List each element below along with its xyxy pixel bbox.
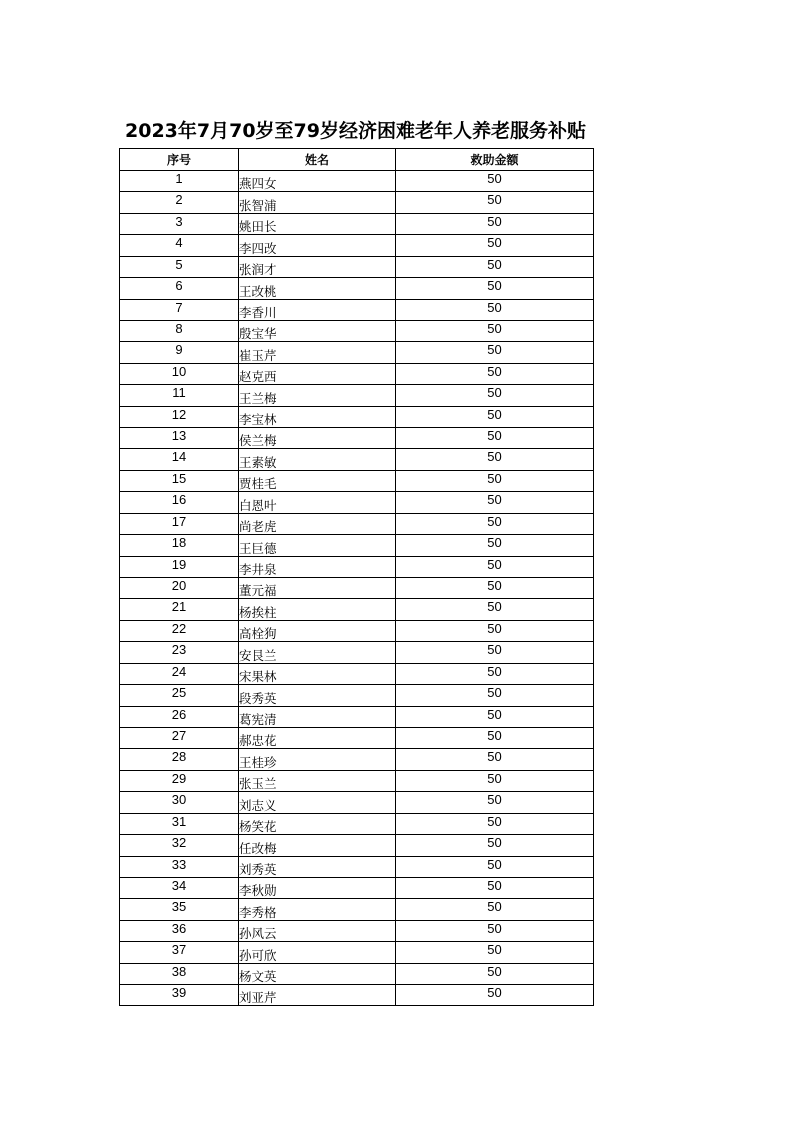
table-row (120, 856, 594, 877)
cell-name: 高栓狗 (239, 620, 396, 641)
table-row (120, 492, 594, 513)
cell-name: 葛宪清 (239, 706, 396, 727)
cell-amount: 50 (396, 920, 594, 941)
table-row (120, 513, 594, 534)
cell-serial-number: 31 (120, 813, 239, 834)
cell-name: 杨挨柱 (239, 599, 396, 620)
cell-serial-number: 11 (120, 385, 239, 406)
cell-serial-number: 23 (120, 642, 239, 663)
table-row (120, 470, 594, 491)
table-row (120, 835, 594, 856)
cell-amount: 50 (396, 642, 594, 663)
cell-amount: 50 (396, 620, 594, 641)
cell-serial-number: 6 (120, 278, 239, 299)
cell-serial-number: 39 (120, 985, 239, 1006)
cell-name: 王素敏 (239, 449, 396, 470)
cell-amount: 50 (396, 363, 594, 384)
cell-amount: 50 (396, 813, 594, 834)
cell-amount: 50 (396, 685, 594, 706)
header-name: 姓名 (239, 149, 396, 171)
cell-serial-number: 35 (120, 899, 239, 920)
cell-amount: 50 (396, 727, 594, 748)
cell-amount: 50 (396, 942, 594, 963)
cell-serial-number: 20 (120, 578, 239, 599)
cell-amount: 50 (396, 749, 594, 770)
cell-name: 王桂珍 (239, 749, 396, 770)
cell-amount: 50 (396, 299, 594, 320)
cell-name: 张智浦 (239, 192, 396, 213)
table-row (120, 213, 594, 234)
cell-amount: 50 (396, 342, 594, 363)
cell-amount: 50 (396, 663, 594, 684)
header-serial-number: 序号 (120, 149, 239, 171)
cell-amount: 50 (396, 235, 594, 256)
cell-amount: 50 (396, 963, 594, 984)
cell-serial-number: 34 (120, 877, 239, 898)
table-row (120, 535, 594, 556)
cell-amount: 50 (396, 449, 594, 470)
cell-amount: 50 (396, 492, 594, 513)
table-row (120, 920, 594, 941)
cell-amount: 50 (396, 899, 594, 920)
cell-serial-number: 18 (120, 535, 239, 556)
cell-amount: 50 (396, 535, 594, 556)
cell-amount: 50 (396, 877, 594, 898)
cell-name: 刘亚芹 (239, 985, 396, 1006)
table-row (120, 942, 594, 963)
cell-amount: 50 (396, 406, 594, 427)
cell-name: 杨笑花 (239, 813, 396, 834)
table-row (120, 813, 594, 834)
subsidy-table (119, 148, 594, 1006)
cell-name: 孙风云 (239, 920, 396, 941)
cell-amount: 50 (396, 213, 594, 234)
cell-name: 尚老虎 (239, 513, 396, 534)
table-row (120, 428, 594, 449)
cell-serial-number: 2 (120, 192, 239, 213)
cell-amount: 50 (396, 192, 594, 213)
cell-name: 李井泉 (239, 556, 396, 577)
cell-serial-number: 30 (120, 792, 239, 813)
cell-serial-number: 10 (120, 363, 239, 384)
table-row (120, 749, 594, 770)
table-row (120, 235, 594, 256)
cell-amount: 50 (396, 320, 594, 341)
table-row (120, 706, 594, 727)
cell-name: 崔玉芹 (239, 342, 396, 363)
cell-amount: 50 (396, 792, 594, 813)
cell-amount: 50 (396, 556, 594, 577)
cell-amount: 50 (396, 706, 594, 727)
cell-serial-number: 12 (120, 406, 239, 427)
cell-serial-number: 7 (120, 299, 239, 320)
table-row (120, 299, 594, 320)
cell-serial-number: 24 (120, 663, 239, 684)
cell-name: 李四改 (239, 235, 396, 256)
cell-serial-number: 22 (120, 620, 239, 641)
cell-name: 李香川 (239, 299, 396, 320)
cell-name: 宋果林 (239, 663, 396, 684)
table-row (120, 727, 594, 748)
header-amount: 救助金额 (396, 149, 594, 171)
cell-amount: 50 (396, 171, 594, 192)
cell-serial-number: 17 (120, 513, 239, 534)
cell-amount: 50 (396, 835, 594, 856)
cell-name: 张润才 (239, 256, 396, 277)
table-row (120, 385, 594, 406)
cell-name: 郝忠花 (239, 727, 396, 748)
cell-name: 任改梅 (239, 835, 396, 856)
cell-serial-number: 21 (120, 599, 239, 620)
cell-amount: 50 (396, 278, 594, 299)
cell-name: 白恩叶 (239, 492, 396, 513)
cell-name: 段秀英 (239, 685, 396, 706)
cell-amount: 50 (396, 985, 594, 1006)
cell-name: 杨文英 (239, 963, 396, 984)
cell-serial-number: 29 (120, 770, 239, 791)
cell-name: 安艮兰 (239, 642, 396, 663)
table-row (120, 770, 594, 791)
cell-amount: 50 (396, 428, 594, 449)
table-row (120, 685, 594, 706)
cell-name: 殷宝华 (239, 320, 396, 341)
cell-serial-number: 38 (120, 963, 239, 984)
cell-name: 孙可欣 (239, 942, 396, 963)
table-row (120, 171, 594, 192)
cell-amount: 50 (396, 770, 594, 791)
cell-name: 王兰梅 (239, 385, 396, 406)
table-row (120, 578, 594, 599)
cell-serial-number: 16 (120, 492, 239, 513)
cell-name: 姚田长 (239, 213, 396, 234)
cell-name: 赵克西 (239, 363, 396, 384)
cell-name: 李秋勋 (239, 877, 396, 898)
cell-serial-number: 27 (120, 727, 239, 748)
cell-serial-number: 3 (120, 213, 239, 234)
table-row (120, 449, 594, 470)
cell-amount: 50 (396, 513, 594, 534)
cell-serial-number: 13 (120, 428, 239, 449)
table-row (120, 792, 594, 813)
cell-amount: 50 (396, 599, 594, 620)
cell-serial-number: 8 (120, 320, 239, 341)
cell-name: 董元福 (239, 578, 396, 599)
cell-serial-number: 15 (120, 470, 239, 491)
table-row (120, 599, 594, 620)
table-row (120, 985, 594, 1006)
cell-serial-number: 25 (120, 685, 239, 706)
cell-serial-number: 28 (120, 749, 239, 770)
cell-serial-number: 1 (120, 171, 239, 192)
cell-serial-number: 5 (120, 256, 239, 277)
cell-name: 张玉兰 (239, 770, 396, 791)
table-row (120, 642, 594, 663)
cell-serial-number: 26 (120, 706, 239, 727)
cell-amount: 50 (396, 856, 594, 877)
table-row (120, 256, 594, 277)
cell-name: 王改桃 (239, 278, 396, 299)
cell-amount: 50 (396, 578, 594, 599)
table-row (120, 556, 594, 577)
cell-name: 王巨德 (239, 535, 396, 556)
cell-serial-number: 33 (120, 856, 239, 877)
table-row (120, 363, 594, 384)
table-row (120, 320, 594, 341)
cell-amount: 50 (396, 470, 594, 491)
cell-serial-number: 32 (120, 835, 239, 856)
table-row (120, 663, 594, 684)
cell-serial-number: 37 (120, 942, 239, 963)
table-row (120, 406, 594, 427)
table-row (120, 278, 594, 299)
cell-amount: 50 (396, 256, 594, 277)
cell-name: 侯兰梅 (239, 428, 396, 449)
table-header-row (120, 149, 594, 171)
cell-name: 刘秀英 (239, 856, 396, 877)
cell-serial-number: 14 (120, 449, 239, 470)
cell-amount: 50 (396, 385, 594, 406)
table-row (120, 620, 594, 641)
table-row (120, 192, 594, 213)
table-row (120, 899, 594, 920)
cell-name: 李宝林 (239, 406, 396, 427)
cell-name: 燕四女 (239, 171, 396, 192)
cell-serial-number: 9 (120, 342, 239, 363)
cell-name: 刘志义 (239, 792, 396, 813)
table-row (120, 877, 594, 898)
cell-name: 李秀格 (239, 899, 396, 920)
cell-serial-number: 36 (120, 920, 239, 941)
page-title: 2023年7月70岁至79岁经济困难老年人养老服务补贴 (125, 120, 586, 142)
table-row (120, 963, 594, 984)
table-row (120, 342, 594, 363)
cell-serial-number: 4 (120, 235, 239, 256)
cell-name: 贾桂毛 (239, 470, 396, 491)
cell-serial-number: 19 (120, 556, 239, 577)
